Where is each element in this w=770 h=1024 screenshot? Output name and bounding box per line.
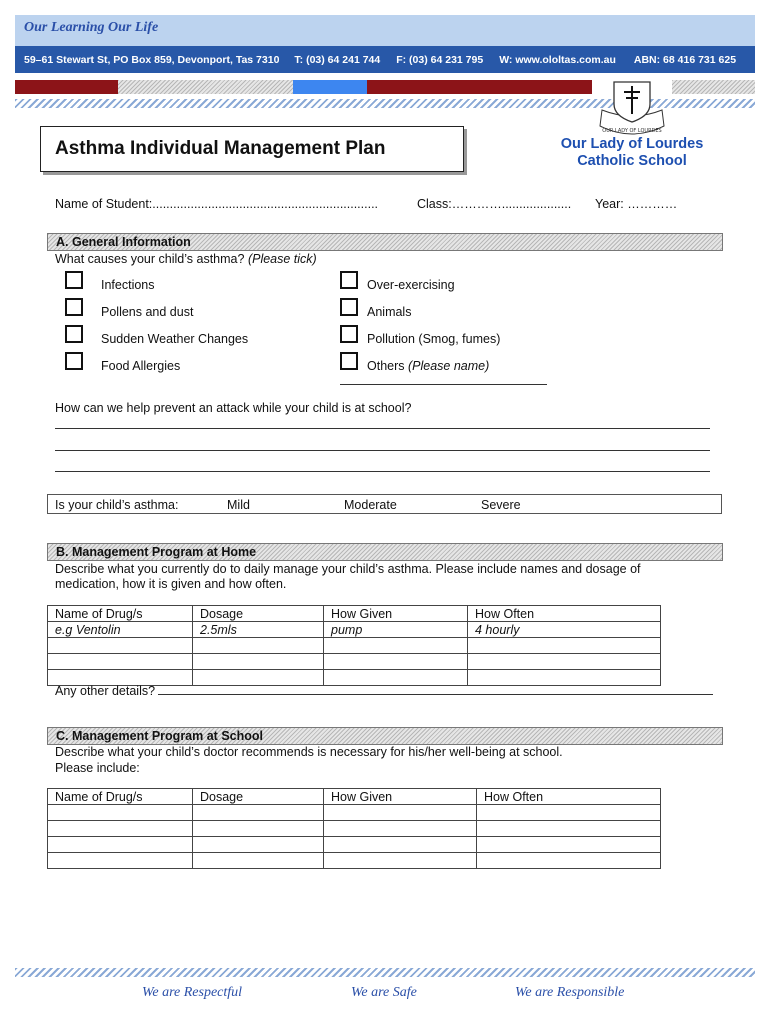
option-infections: Infections: [101, 278, 155, 292]
year-field[interactable]: Year: …………: [595, 197, 678, 211]
footer-value-responsible: We are Responsible: [515, 985, 625, 1000]
col-drug: Name of Drug/s: [48, 606, 193, 622]
school-name-line1: Our Lady of Lourdes: [560, 136, 704, 152]
option-pollens: Pollens and dust: [101, 305, 194, 319]
col-how-given: How Given: [324, 789, 477, 805]
col-how-often: How Often: [477, 789, 661, 805]
footer-hatch-rule: [15, 968, 755, 977]
checkbox-over-exercising[interactable]: [340, 271, 358, 289]
col-how-given: How Given: [324, 606, 468, 622]
cause-question: [55, 252, 317, 266]
section-a-title: A. General Information: [56, 235, 191, 249]
prevent-question: How can we help prevent an attack while your child is at school?: [55, 401, 412, 415]
footer-value-safe: We are Safe: [351, 985, 417, 1000]
color-bar-blue: [293, 80, 367, 94]
fax: F: (03) 64 231 795: [396, 53, 484, 66]
school-medication-table: [47, 788, 661, 869]
page-title: Asthma Individual Management Plan: [55, 138, 386, 159]
col-dosage: Dosage: [193, 606, 324, 622]
address: 59–61 Stewart St, PO Box 859, Devonport, Tas 7310: [24, 53, 280, 66]
section-a-heading: [47, 233, 723, 251]
option-animals: Animals: [367, 305, 412, 319]
section-c-desc2: Please include:: [55, 761, 140, 775]
option-others-label: Others: [367, 359, 405, 373]
cause-question-text: What causes your child’s asthma?: [55, 252, 245, 266]
table-row[interactable]: [48, 638, 661, 654]
severity-label: Is your child’s asthma:: [55, 498, 179, 512]
option-pollution: Pollution (Smog, fumes): [367, 332, 501, 346]
example-drug: e.g Ventolin: [48, 622, 193, 638]
section-b-desc1: Describe what you currently do to daily manage your child’s asthma. Please include names and dosage of: [55, 562, 641, 576]
option-others: [367, 359, 489, 373]
abn: ABN: 68 416 731 625: [633, 53, 737, 66]
footer-value-respectful: We are Respectful: [142, 985, 243, 1000]
section-c-heading: [47, 727, 723, 745]
col-drug: Name of Drug/s: [48, 789, 193, 805]
home-medication-table: [47, 605, 661, 686]
table-row[interactable]: [48, 821, 661, 837]
school-motto: Our Learning Our Life: [24, 20, 159, 35]
section-b-heading: [47, 543, 723, 561]
answer-line-3[interactable]: [55, 471, 710, 472]
school-name: [540, 136, 724, 170]
website-link[interactable]: W: www.ololtas.com.au: [499, 53, 616, 66]
option-food-allergies: Food Allergies: [101, 359, 181, 373]
severity-severe[interactable]: Severe: [481, 498, 521, 512]
col-dosage: Dosage: [193, 789, 324, 805]
student-name-field[interactable]: Name of Student:.................................................................: [55, 197, 379, 211]
col-how-often: How Often: [468, 606, 661, 622]
others-name-line[interactable]: [340, 384, 547, 385]
section-c-title: C. Management Program at School: [56, 729, 263, 743]
checkbox-animals[interactable]: [340, 298, 358, 316]
severity-moderate[interactable]: Moderate: [344, 498, 397, 512]
answer-line-2[interactable]: [55, 450, 710, 451]
table-row[interactable]: [48, 837, 661, 853]
table-row[interactable]: [48, 805, 661, 821]
contact-bar: [15, 46, 755, 73]
checkbox-pollens[interactable]: [65, 298, 83, 316]
section-b-desc2: medication, how it is given and how often.: [55, 577, 287, 591]
answer-line-1[interactable]: [55, 428, 710, 429]
other-details-label: Any other details?: [55, 684, 156, 698]
checkbox-weather[interactable]: [65, 325, 83, 343]
phone: T: (03) 64 241 744: [294, 53, 381, 66]
other-details-line[interactable]: [158, 694, 713, 695]
option-others-note: (Please name): [408, 359, 490, 373]
checkbox-pollution[interactable]: [340, 325, 358, 343]
option-weather: Sudden Weather Changes: [101, 332, 249, 346]
section-c-desc1: Describe what your child’s doctor recommends is necessary for his/her well-being at school.: [55, 745, 563, 759]
table-row-example: [48, 622, 661, 638]
checkbox-others[interactable]: [340, 352, 358, 370]
cross-crest-icon: [592, 76, 672, 138]
school-name-line2: Catholic School: [577, 153, 687, 169]
color-bar-grey-2: [672, 80, 755, 94]
example-dosage: 2.5mls: [193, 622, 324, 638]
color-bar-grey: [118, 80, 293, 94]
color-bar-maroon: [15, 80, 118, 94]
table-header-row: [48, 789, 661, 805]
svg-text:OUR LADY OF LOURDES: OUR LADY OF LOURDES: [602, 128, 662, 134]
table-row[interactable]: [48, 654, 661, 670]
severity-mild[interactable]: Mild: [227, 498, 250, 512]
example-how-given: pump: [324, 622, 468, 638]
checkbox-food-allergies[interactable]: [65, 352, 83, 370]
cause-question-note: (Please tick): [247, 252, 317, 266]
class-field[interactable]: Class:…………....................: [417, 197, 572, 211]
table-header-row: [48, 606, 661, 622]
example-how-often: 4 hourly: [468, 622, 661, 638]
color-bar-maroon-2: [367, 80, 592, 94]
checkbox-infections[interactable]: [65, 271, 83, 289]
table-row[interactable]: [48, 853, 661, 869]
option-over-exercising: Over-exercising: [367, 278, 455, 292]
section-b-title: B. Management Program at Home: [56, 545, 257, 559]
